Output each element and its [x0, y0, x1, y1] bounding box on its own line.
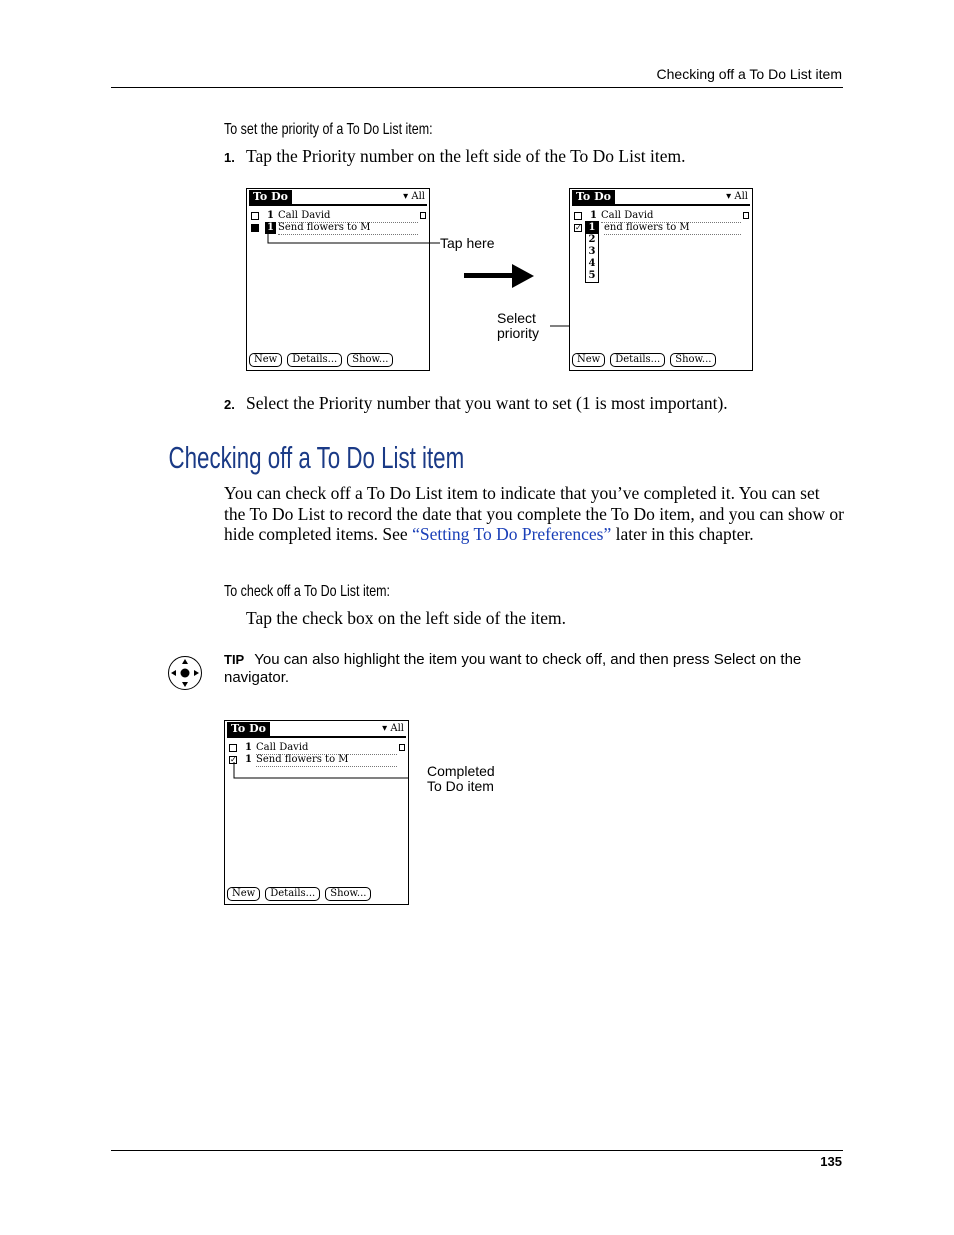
show-button[interactable]: Show... — [325, 887, 371, 901]
list-item[interactable] — [228, 742, 405, 754]
checkbox-icon[interactable] — [229, 744, 237, 752]
priority-popup-list[interactable] — [585, 221, 599, 283]
note-icon[interactable] — [399, 744, 405, 751]
completed-leader-line — [228, 760, 413, 782]
item-description[interactable]: Send flowers to M — [278, 222, 418, 235]
new-button[interactable]: New — [227, 887, 260, 901]
item-description[interactable]: Send flowers to M — [256, 754, 397, 767]
category-picker[interactable]: ▾ All — [382, 723, 404, 734]
priority-number[interactable]: 1 — [590, 210, 597, 221]
checkbox-icon[interactable] — [251, 212, 259, 220]
priority-number[interactable]: 1 — [245, 754, 252, 765]
checkbox-checked-icon[interactable]: ✓ — [230, 755, 237, 764]
section-title: Checking off a To Do List item — [168, 440, 465, 475]
priority-option[interactable]: 2 — [588, 234, 596, 245]
new-button[interactable]: New — [249, 353, 282, 367]
checkbox-icon[interactable] — [251, 224, 259, 232]
button-bar — [249, 353, 393, 367]
details-button[interactable]: Details... — [610, 353, 665, 367]
screen-title: To Do — [227, 722, 270, 736]
callout-tap-here: Tap here — [440, 235, 495, 251]
tip-label: TIP — [224, 652, 245, 667]
item-description[interactable]: Call David — [278, 210, 418, 223]
priority-number[interactable]: 1 — [245, 742, 252, 753]
tip-block — [224, 651, 844, 687]
screen-title: To Do — [572, 190, 615, 204]
priority-option[interactable]: 4 — [588, 258, 596, 269]
priority-option[interactable]: 5 — [588, 270, 596, 281]
category-picker[interactable]: ▾ All — [726, 191, 748, 202]
header-rule — [111, 87, 843, 88]
tap-here-leader-line — [260, 225, 445, 250]
item-description[interactable]: end flowers to M — [604, 222, 741, 235]
show-button[interactable]: Show... — [670, 353, 716, 367]
footer-rule — [111, 1150, 843, 1151]
button-bar — [227, 887, 371, 901]
running-head: Checking off a To Do List item — [656, 66, 842, 82]
checkbox-checked-icon[interactable]: ✓ — [575, 223, 582, 232]
show-button[interactable]: Show... — [347, 353, 393, 367]
page-number: 135 — [820, 1154, 842, 1169]
new-button[interactable]: New — [572, 353, 605, 367]
step-text-checkoff: Tap the check box on the left side of the item. — [246, 608, 566, 628]
procedure-heading-checkoff: To check off a To Do List item: — [224, 583, 391, 600]
priority-option[interactable]: 3 — [588, 246, 596, 257]
screen-title: To Do — [249, 190, 292, 204]
preferences-link[interactable]: “Setting To Do Preferences” — [412, 524, 612, 544]
step-text-2: Select the Priority number that you want to set (1 is most important). — [246, 393, 728, 413]
priority-number[interactable]: 1 — [267, 210, 274, 221]
list-item[interactable] — [250, 210, 426, 222]
title-underline — [572, 204, 750, 206]
tip-text: You can also highlight the item you want to check off, and then press Select on the navigator. — [224, 651, 802, 686]
details-button[interactable]: Details... — [265, 887, 320, 901]
item-description[interactable]: Call David — [256, 742, 397, 755]
checkbox-icon[interactable] — [574, 212, 582, 220]
item-description[interactable]: Call David — [601, 210, 741, 223]
category-picker[interactable]: ▾ All — [403, 191, 425, 202]
priority-option[interactable]: 1 — [586, 222, 598, 234]
note-icon[interactable] — [420, 212, 426, 219]
step-text-1: Tap the Priority number on the left side of the To Do List item. — [246, 146, 686, 166]
right-arrow-icon — [464, 262, 536, 290]
list-item[interactable] — [573, 222, 749, 234]
procedure-heading-priority: To set the priority of a To Do List item: — [224, 121, 433, 138]
navigator-icon — [167, 655, 203, 691]
details-button[interactable]: Details... — [287, 353, 342, 367]
callout-completed-item: Completed To Do item — [427, 763, 495, 794]
palm-screen-after — [569, 188, 753, 371]
palm-screen-before — [246, 188, 430, 371]
title-underline — [227, 736, 406, 738]
list-item[interactable] — [573, 210, 749, 222]
title-underline — [249, 204, 427, 206]
palm-screen-completed — [224, 720, 409, 905]
step-number-2: 2. — [224, 397, 235, 412]
note-icon[interactable] — [743, 212, 749, 219]
button-bar — [572, 353, 716, 367]
callout-select-priority: Select priority — [497, 310, 540, 341]
section-paragraph: You can check off a To Do List item to indicate that you’ve completed it. You can set the To Do List to record the date that you complete the To Do item, and you can show or hide completed items. See “Setting To Do Preferences” later in this chapter. — [224, 483, 844, 544]
priority-number-selected[interactable]: 1 — [267, 222, 274, 233]
step-number-1: 1. — [224, 150, 235, 165]
